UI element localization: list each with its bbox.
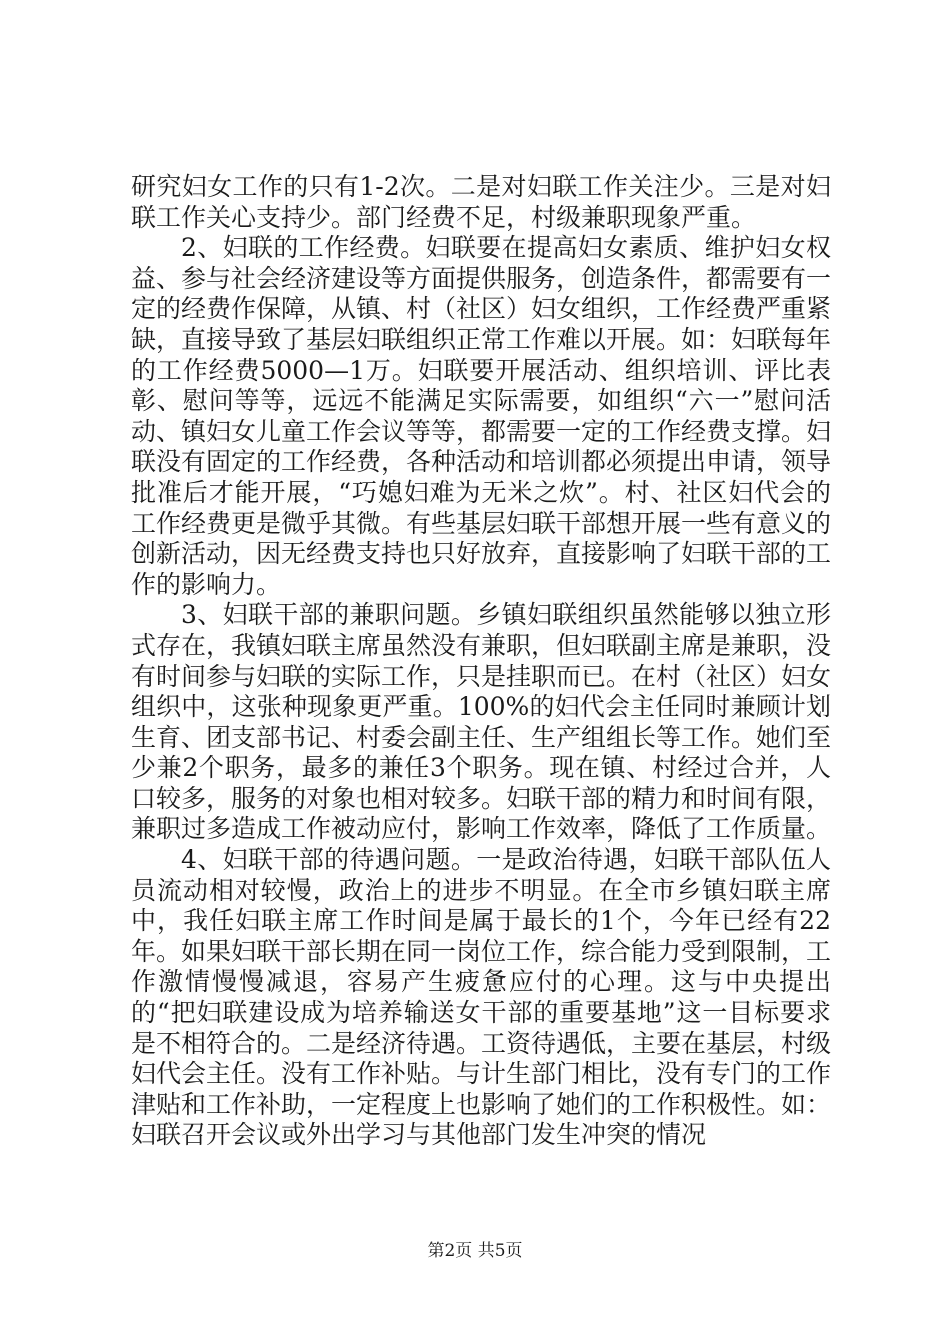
paragraph-continuation: 研究妇女工作的只有1-2次。二是对妇联工作关注少。三是对妇联工作关心支持少。部门经费不足，村级兼职现象严重。 — [131, 172, 831, 232]
paragraph-part-time-issue: 3、妇联干部的兼职问题。乡镇妇联组织虽然能够以独立形式存在，我镇妇联主席虽然没有兼职，但妇联副主席是兼职，没有时间参与妇联的实际工作，只是挂职而已。在村（社区）妇女组织中，这张种现象更严重。100%的妇代会主任同时兼顾计划生育、团支部书记、村委会副主任、生产组组长等工作。她们至少兼2个职务，最多的兼任3个职务。现在镇、村经过合并，人口较多，服务的对象也相对较多。妇联干部的精力和时间有限，兼职过多造成工作被动应付，影响工作效率，降低了工作质量。 — [131, 600, 832, 844]
document-body — [131, 172, 831, 1151]
page-number-footer: 第2页 共5页 — [427, 1241, 523, 1261]
paragraph-work-funding: 2、妇联的工作经费。妇联要在提高妇女素质、维护妇女权益、参与社会经济建设等方面提供服务，创造条件，都需要有一定的经费作保障，从镇、村（社区）妇女组织，工作经费严重紧缺，直接导致了基层妇联组织正常工作难以开展。如：妇联每年的工作经费5000—1万。妇联要开展活动、组织培训、评比表彰、慰问等等，远远不能满足实际需要，如组织“六一”慰问活动、镇妇女儿童工作会议等等，都需要一定的工作经费支撑。妇联没有固定的工作经费，各种活动和培训都必须提出申请，领导批准后才能开展，“巧媳妇难为无米之炊”。村、社区妇代会的工作经费更是微乎其微。有些基层妇联干部想开展一些有意义的创新活动，因无经费支持也只好放弃，直接影响了妇联干部的工作的影响力。 — [131, 233, 832, 599]
paragraph-treatment-issue: 4、妇联干部的待遇问题。一是政治待遇，妇联干部队伍人员流动相对较慢，政治上的进步不明显。在全市乡镇妇联主席中，我任妇联主席工作时间是属于最长的1个，今年已经有22年。如果妇联干部长期在同一岗位工作，综合能力受到限制，工作激情慢慢减退，容易产生疲惫应付的心理。这与中央提出的“把妇联建设成为培养输送女干部的重要基地”这一目标要求是不相符合的。二是经济待遇。工资待遇低，主要在基层，村级妇代会主任。没有工作补贴。与计生部门相比，没有专门的工作津贴和工作补助，一定程度上也影响了她们的工作积极性。如：妇联召开会议或外出学习与其他部门发生冲突的情况 — [131, 845, 832, 1150]
